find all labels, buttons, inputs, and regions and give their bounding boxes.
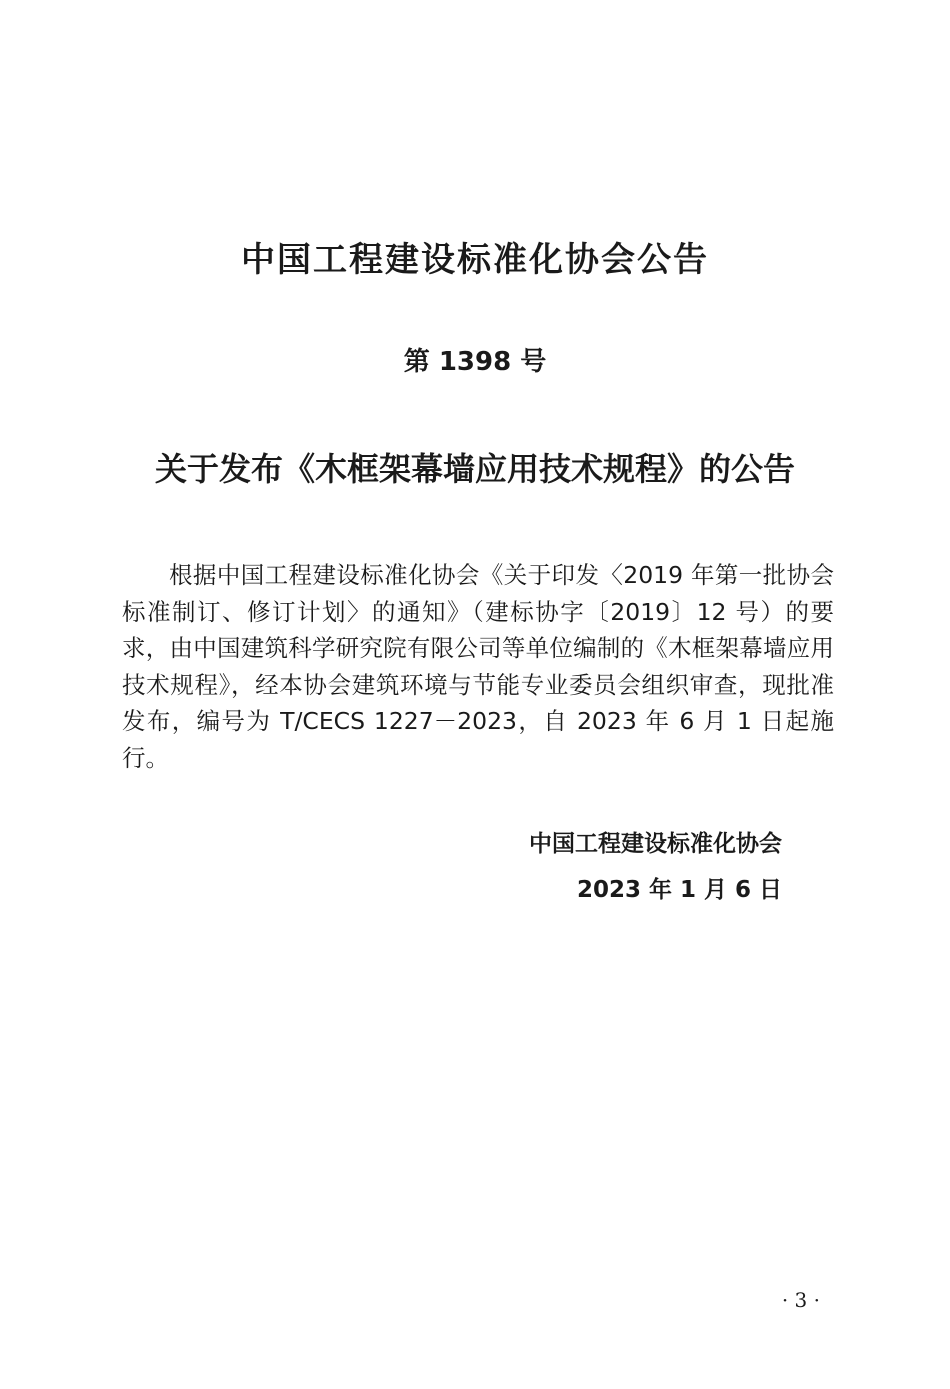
announcement-title: 中国工程建设标准化协会公告: [241, 240, 709, 280]
announcement-body: 根据中国工程建设标准化协会《关于印发〈2019 年第一批协会标准制订、修订计划〉的通知》（建标协字〔2019〕12 号）的要求，由中国建筑科学研究院有限公司等单位编制的《木框架幕墙应用技术规程》，经本协会建筑环境与节能专业委员会组织审查，现批准发布，编号为 T/CECS 1227－2023，自 2023 年 6 月 1 日起施行。: [122, 561, 834, 772]
page-number: · 3 ·: [781, 1288, 820, 1312]
signature-date: 2023 年 1 月 6 日: [576, 877, 782, 903]
announcement-number: 第 1398 号: [403, 347, 547, 377]
announcement-subtitle: 关于发布《木框架幕墙应用技术规程》的公告: [154, 450, 795, 488]
signature-block: [529, 826, 782, 908]
signature-organization: 中国工程建设标准化协会: [529, 831, 782, 857]
